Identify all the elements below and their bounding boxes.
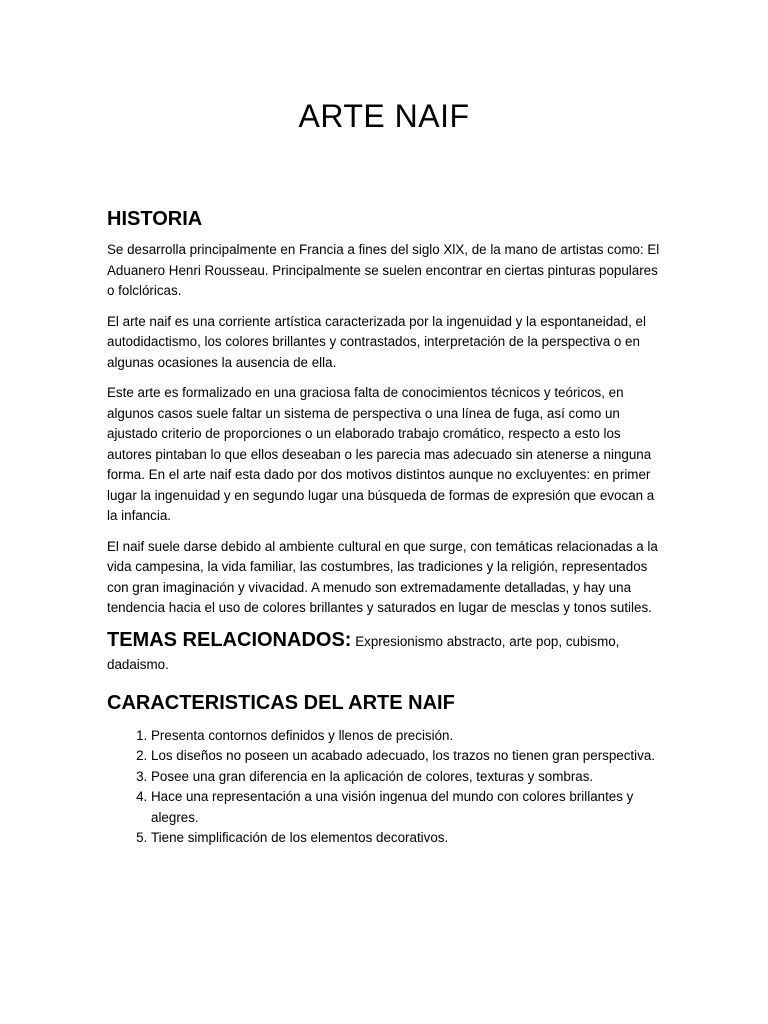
temas-label: TEMAS RELACIONADOS: [107, 628, 352, 651]
temas-relacionados [107, 629, 661, 676]
temas-text: Expresionismo abstracto, arte pop, cubismo, dadaismo. [107, 633, 620, 672]
historia-paragraph-1: Se desarrolla principalmente en Francia a fines del siglo XlX, de la mano de artistas como: El Aduanero Henri Rousseau. Principalmente se suelen encontrar en ciertas pinturas populares o folclóricas. [107, 242, 660, 298]
list-item: 4. Hace una representación a una visión ingenua del mundo con colores brillantes y alegres. [151, 787, 661, 828]
historia-heading: HISTORIA [107, 208, 203, 230]
caracteristicas-heading: CARACTERISTICAS DEL ARTE NAIF [107, 691, 455, 714]
list-item: 5. Tiene simplificación de los elementos decorativos. [151, 828, 661, 849]
historia-paragraph-2: El arte naif es una corriente artística caracterizada por la ingenuidad y la espontaneidad, el autodidactismo, los colores brillantes y contrastados, interpretación de la perspectiva o en algunas ocasiones la ausencia de ella. [107, 313, 646, 370]
list-item: 1. Presenta contornos definidos y llenos de precisión. [151, 726, 661, 747]
list-item: 2. Los diseños no poseen un acabado adecuado, los trazos no tienen gran perspectiva. [151, 746, 661, 767]
historia-paragraph-3: Este arte es formalizado en una graciosa falta de conocimientos técnicos y teóricos, en algunos casos suele faltar un sistema de perspectiva o una línea de fuga, así como un ajustado criterio de proporciones o un elaborado trabajo cromático, respecto a esto los autores pintaban lo que ellos deseaban o les parecia mas adecuado sin atenerse a ninguna forma. En el arte naif esta dado por dos motivos distintos aunque no excluyentes: en primer lugar la ingenuidad y en segundo lugar una búsqueda de formas de expresión que evocan a la infancia. [107, 385, 655, 523]
caracteristicas-list [107, 726, 661, 849]
document-title: ARTE NAIF [298, 98, 470, 134]
historia-paragraph-4: El naif suele darse debido al ambiente cultural en que surge, con temáticas relacionadas a la vida campesina, la vida familiar, las costumbres, las tradiciones y la religión, representados con gran imaginación y vivacidad. A menudo son extremadamente detalladas, y hay una tendencia hacia el uso de colores brillantes y saturados en lugar de mesclas y tonos sutiles. [107, 538, 658, 615]
list-item: 3. Posee una gran diferencia en la aplicación de colores, texturas y sombras. [151, 767, 661, 788]
